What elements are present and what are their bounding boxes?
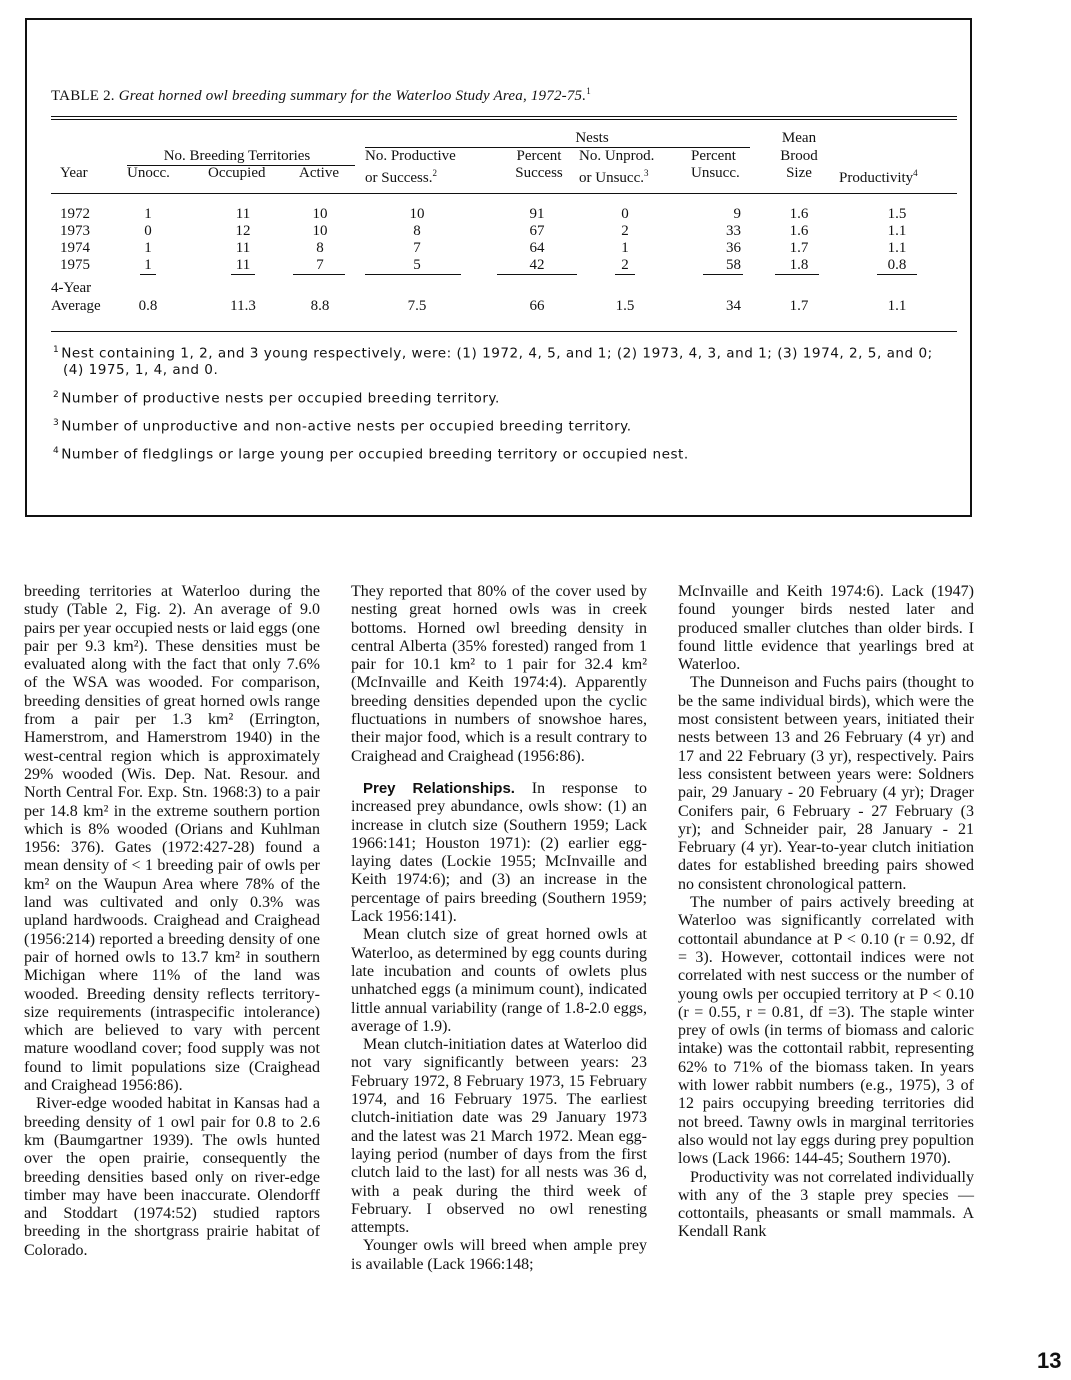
cell-active: 10 — [312, 206, 328, 222]
cell-productive: 5 — [413, 257, 421, 273]
footnote-text: Nest containing 1, 2, and 3 young respectively, were: (1) 1972, 4, 5, and 1; (2) 1973, 4, 3, and 1; (3) 1974, 2, 5, and 0; (4) 1975, 1, 4, and 0. — [61, 345, 933, 379]
cell-productivity: 0.8 — [887, 257, 907, 273]
table-footnotes — [51, 342, 957, 471]
cell-active: 8 — [316, 240, 324, 256]
header-productive-1: No. Productive — [365, 148, 456, 164]
header-nests-group: Nests — [575, 130, 609, 146]
cell-pct-unsucc: 36 — [726, 240, 741, 256]
table-title — [51, 86, 591, 105]
header-pct-unsucc-2: Unsucc. — [691, 165, 740, 181]
header-territories-group: No. Breeding Territories — [163, 148, 311, 164]
table-top-rule-2 — [51, 119, 957, 120]
sum-rule-active — [293, 274, 345, 275]
cell-pct-success: 91 — [529, 206, 545, 222]
cell-unprod: 1 — [621, 240, 629, 256]
cell-unocc: 1 — [144, 257, 152, 273]
table-bottom-rule — [51, 331, 957, 332]
paragraph: The Dunneison and Fuchs pairs (thought to be the same individual birds), which were the most consistent between years, initiated their nests between 13 and 26 February (4 yr) and 17 and 22 February (3 yr), respectively. Pairs less consistent between years were: Soldners pair, 29 January - 20 February (4 yr); Drager Conifers pair, 6 February - 27 February (3 yr); and Schneider pair, 28 January - 21 February (4 yr). Year-to-year clutch initiation dates for established breeding pairs showed no consistent chronological pattern. — [678, 674, 974, 893]
cell-occupied: 11 — [235, 240, 251, 256]
header-brood-2: Brood — [780, 148, 818, 164]
caption-footnote-mark: 1 — [586, 86, 591, 96]
cell-unocc: 0 — [144, 223, 152, 239]
sum-rule-unocc — [140, 274, 156, 275]
cell-pct-success: 67 — [529, 223, 545, 239]
cell-productivity: 1.1 — [887, 240, 907, 256]
header-active: Active — [299, 165, 339, 181]
footnote-mark: 2 — [53, 389, 60, 400]
cell-productive: 7 — [413, 240, 421, 256]
header-unprod-2-text: or Unsucc. — [579, 170, 644, 186]
header-occupied: Occupied — [208, 165, 266, 181]
table-2-frame — [25, 18, 972, 517]
avg-unprod: 1.5 — [615, 298, 635, 314]
sum-rule-unprod — [615, 274, 635, 275]
cell-year: 1972 — [60, 206, 90, 222]
header-unprod-2 — [579, 165, 648, 187]
header-pct-success-1: Percent — [516, 148, 562, 164]
average-label-2: Average — [51, 298, 101, 314]
cell-pct-unsucc: 58 — [726, 257, 741, 273]
sum-rule-pct-success — [497, 274, 577, 275]
cell-year: 1974 — [60, 240, 90, 256]
paragraph: Mean clutch-initiation dates at Waterloo did not vary significantly between years: 23 February 1972, 8 February 1973, 15 February 1974, and 16 February 1975. The earliest clutch-initiation date was 29 January 1973 and the latest was 21 March 1972. Mean egg-laying period (number of days from the first clutch laid to the last) for all nests was 36 d, with a peak during the third week of February. I observed no owl renesting attempts. — [351, 1036, 647, 1237]
cell-brood: 1.6 — [789, 206, 809, 222]
paragraph: Mean clutch size of great horned owls at Waterloo, as determined by egg counts during late incubation and counts of owlets plus unhatched eggs (a minimum count), indicated little annual variability (range of 1.8-2.0 eggs, average of 1.9). — [351, 926, 647, 1035]
average-label-1: 4-Year — [51, 280, 92, 296]
header-unprod-mark: 3 — [643, 168, 649, 178]
cell-active: 10 — [312, 223, 328, 239]
header-productive-2 — [365, 165, 437, 187]
footnote — [51, 443, 957, 463]
avg-brood: 1.7 — [789, 298, 809, 314]
sum-rule-brood — [775, 274, 819, 275]
paragraph: River-edge wooded habitat in Kansas had a breeding density of 1 owl pair for 0.8 to 2.6 km (Baumgartner 1939). The owls hunted over the open prairie, consequently the breeding densities based only on river-edge timber may have been inaccurate. Olendorff and Stoddart (1974:52) studied raptors breeding in the shortgrass prairie habitat of Colorado. — [24, 1095, 320, 1259]
cell-pct-unsucc: 33 — [726, 223, 741, 239]
sum-rule-pct-unsucc — [703, 274, 743, 275]
footnote-mark: 3 — [53, 417, 60, 428]
paragraph: The number of pairs actively breeding at Waterloo was significantly correlated with cottontail abundance at P < 0.10 (r = 0.92, df = 3). However, cottontail indices were not correlated with nest success or the number of young owls per occupied territory at P < 0.10 (r = 0.55, r = 0.81, df =3). The staple winter prey of owls (in terms of biomass and caloric intake) was the cottontail rabbit, representing 62% to 71% of the biomass taken. In years with lower rabbit numbers (e.g., 1975), 3 of 12 pairs occupying breeding territories did not breed. Tawny owls in marginal territories also would not lay eggs during prey popultion lows (Lack 1966: 144-45; Southern 1970). — [678, 894, 974, 1168]
cell-unprod: 2 — [621, 257, 629, 273]
cell-productive: 8 — [413, 223, 421, 239]
cell-productivity: 1.5 — [887, 206, 907, 222]
cell-unocc: 1 — [144, 206, 152, 222]
cell-productive: 10 — [409, 206, 425, 222]
cell-year: 1973 — [60, 223, 90, 239]
avg-occupied: 11.3 — [230, 298, 256, 314]
table-top-rule — [51, 116, 957, 117]
sum-rule-productivity — [877, 274, 917, 275]
footnote — [51, 415, 957, 435]
text-column-2 — [351, 583, 647, 1274]
footnote-text: Number of productive nests per occupied breeding territory. — [61, 390, 500, 407]
cell-brood: 1.6 — [789, 223, 809, 239]
header-unocc: Unocc. — [127, 165, 170, 181]
cell-occupied: 11 — [235, 257, 251, 273]
paragraph: Productivity was not correlated individually with any of the 3 staple prey species — cottontails, pheasants or small mammals. A Kendall Rank — [678, 1168, 974, 1241]
cell-occupied: 12 — [235, 223, 251, 239]
paragraph: breeding territories at Waterloo during the study (Table 2, Fig. 2). An average of 9.0 pairs per year occupied nests or laid eggs (one pair per 9.3 km²). These densities must be evaluated along with the fact that only 7.6% of the WSA was wooded. For comparison, breeding densities of great horned owls range from a pair per 1.3 km² (Errington, Hamerstrom, and Hamerstrom 1940) in the west-central region which is approximately 29% wooded (Wis. Dep. Nat. Resour. and North Central For. Exp. Stn. 1968:3) to a pair per 14.8 km² in the extreme southern portion which is 8% wooded (Orians and Kuhlman 1956: 376). Gates (1972:427-28) found a mean density of < 1 breeding pair of owls per km² on the Waupun Area where 78% of the land was cultivated and only 0.3% was upland hardwoods. Craighead and Craighead (1956:214) reported a breeding density of one pair of horned owls to 13.7 km² in southern Michigan where 11% of the land was wooded. Breeding density reflects territory-size requirements (intraspecific intolerance) which are believed to vary with percent mature woodland cover; food supply was not found to limit populations size (Craighead and Craighead 1956:86). — [24, 583, 320, 1095]
sum-rule-productive — [365, 274, 461, 275]
header-productivity — [839, 165, 918, 187]
avg-pct-unsucc: 34 — [726, 298, 741, 314]
cell-occupied: 11 — [235, 206, 251, 222]
header-productivity-mark: 4 — [913, 168, 918, 178]
sum-rule-occupied — [231, 274, 255, 275]
cell-productivity: 1.1 — [887, 223, 907, 239]
paragraph: McInvaille and Keith 1974:6). Lack (1947) found younger birds nested later and produced smaller clutches than older birds. I found little evidence that yearlings bred at Waterloo. — [678, 583, 974, 674]
footnote — [51, 387, 957, 407]
header-pct-success-2: Success — [515, 165, 563, 181]
footnote-mark: 4 — [53, 445, 60, 456]
header-productive-2-text: or Success. — [365, 170, 433, 186]
footnote-text: Number of fledglings or large young per occupied breeding territory or occupied nest. — [61, 446, 689, 463]
avg-active: 8.8 — [310, 298, 330, 314]
paragraph-text: In response to increased prey abundance, owls show: (1) an increase in clutch size (Southern 1959; Lack 1966:141; Houston 1971): (2) earlier egg-laying dates (Lockie 1955; McInvaille and Keith 1974:6); and (3) an increase in the percentage of pairs breeding (Southern 1959; Lack 1956:141). — [351, 779, 647, 926]
header-brood-3: Size — [786, 165, 812, 181]
header-year: Year — [60, 165, 88, 181]
footnote — [51, 342, 957, 379]
table-caption: Great horned owl breeding summary for the Waterloo Study Area, 1972-75. — [118, 88, 587, 104]
cell-brood: 1.8 — [789, 257, 809, 273]
header-bottom-rule — [51, 193, 957, 194]
footnote-mark: 1 — [53, 345, 60, 355]
cell-pct-success: 64 — [529, 240, 545, 256]
cell-pct-success: 42 — [529, 257, 545, 273]
avg-productive: 7.5 — [407, 298, 427, 314]
paragraph: They reported that 80% of the cover used by nesting great horned owls was in creek bottoms. Horned owl breeding density in central Alberta (35% forested) ranged from 1 pair for 10.1 km² to 1 pair for 32.4 km² (McInvaille and Keith 1974:4). Apparently breeding densities depended upon the cyclic fluctuations in numbers of snowshoe hares, their major food, which is a result contrary to Craighead and Craighead (1956:86). — [351, 583, 647, 765]
prey-relationships-paragraph — [351, 780, 647, 926]
avg-productivity: 1.1 — [887, 298, 907, 314]
header-unprod-1: No. Unprod. — [579, 148, 655, 164]
table-label: TABLE 2. — [51, 88, 115, 104]
page-number: 13 — [1037, 1348, 1062, 1373]
footnote-text: Number of unproductive and non-active nests per occupied breeding territory. — [61, 418, 632, 435]
header-brood-1: Mean — [781, 130, 817, 146]
paragraph: Younger owls will breed when ample prey is available (Lack 1966:148; — [351, 1237, 647, 1273]
cell-brood: 1.7 — [789, 240, 809, 256]
cell-year: 1975 — [60, 257, 90, 273]
cell-pct-unsucc: 9 — [733, 206, 741, 222]
text-column-3 — [678, 583, 974, 1242]
cell-active: 7 — [316, 257, 324, 273]
header-productive-mark: 2 — [432, 168, 437, 178]
avg-pct-success: 66 — [529, 298, 545, 314]
section-heading-prey-relationships: Prey Relationships. — [363, 779, 515, 797]
header-productivity-text: Productivity — [839, 170, 914, 186]
cell-unocc: 1 — [144, 240, 152, 256]
cell-unprod: 0 — [621, 206, 629, 222]
cell-unprod: 2 — [621, 223, 629, 239]
avg-unocc: 0.8 — [138, 298, 158, 314]
header-pct-unsucc-1: Percent — [691, 148, 736, 164]
text-column-1 — [24, 583, 320, 1260]
